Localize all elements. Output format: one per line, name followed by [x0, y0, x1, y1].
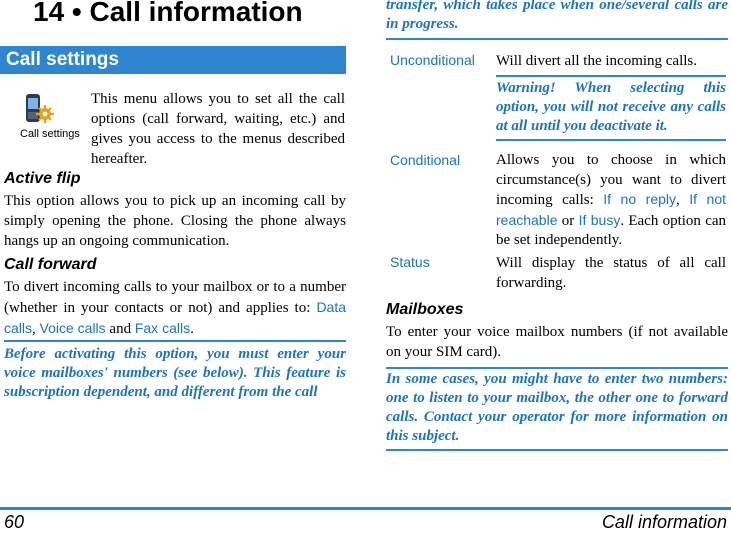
heading-call-forward: Call forward: [4, 256, 97, 273]
link-if-busy[interactable]: If busy: [578, 211, 621, 228]
mailboxes-note: In some cases, you might have to enter two numbers: one to listen to your mailbox, the other one to forward calls. Contact your operator for more information on this subject.: [386, 371, 728, 444]
desc-status: Will display the status of all call forwarding.: [496, 255, 726, 291]
link-voice-calls[interactable]: Voice calls: [39, 320, 106, 336]
note-call-forward-end: transfer, which takes place when one/several calls are in progress.: [386, 0, 728, 32]
mailboxes-text: To enter your voice mailbox numbers (if not available on your SIM card).: [386, 324, 728, 360]
link-if-not-reachable[interactable]: If not reachable: [496, 191, 727, 228]
term-unconditional: Unconditional: [390, 52, 475, 68]
warning-rule-bottom: [496, 139, 726, 141]
note-rule-bottom: [386, 38, 728, 40]
conditional-end: . Each option can be set independently.: [496, 212, 727, 248]
desc-conditional: [496, 151, 726, 251]
desc-unconditional: Will divert all the incoming calls.: [496, 53, 698, 69]
link-if-no-reply[interactable]: If no reply: [603, 191, 677, 207]
period: .: [190, 321, 194, 337]
separator: or: [561, 212, 575, 229]
separator: and: [109, 321, 132, 337]
warning-rule-top: [496, 75, 726, 77]
call-forward-intro: To divert incoming calls to your mailbox or to a number (whether in your contacts or not) and applies to:: [4, 279, 346, 316]
intro-paragraph: This menu allows you to set all the call options (call forward, waiting, etc.) and gives you access to the menus described hereafter.: [91, 91, 345, 167]
call-forward-text: [4, 277, 346, 339]
heading-active-flip: Active flip: [4, 170, 81, 187]
warning-unconditional: Warning! When selecting this option, you will not receive any calls at all until you deactivate it.: [496, 80, 726, 134]
link-data-calls[interactable]: Data calls: [4, 299, 347, 336]
footer-rule: [0, 507, 731, 510]
heading-mailboxes: Mailboxes: [386, 301, 464, 318]
mailboxes-note-rule-bottom: [386, 449, 728, 451]
active-flip-text: This option allows you to pick up an incoming call by simply opening the phone. Closing the phone always hangs up an ongoing communication.: [4, 193, 346, 249]
term-conditional: Conditional: [390, 152, 461, 168]
section-header-call-settings: Call settings: [0, 46, 346, 74]
term-status: Status: [390, 254, 430, 270]
separator: ,: [32, 321, 36, 337]
conditional-intro: Allows you to choose in which circumstance(s) you want to divert incoming calls:: [496, 152, 726, 208]
page-title: 14 • Call information: [33, 0, 303, 27]
note-call-forward-start: Before activating this option, you must enter your voice mailboxes' numbers (see below). This feature is subscription dependent, and different from the call: [4, 346, 346, 400]
page-number: 60: [4, 512, 25, 532]
note-rule-top: [4, 340, 346, 342]
link-fax-calls[interactable]: Fax calls: [134, 320, 191, 336]
footer-chapter-label: Call information: [601, 512, 727, 532]
separator: ,: [676, 192, 680, 208]
icon-caption: Call settings: [20, 128, 80, 140]
mailboxes-note-rule-top: [386, 367, 728, 369]
